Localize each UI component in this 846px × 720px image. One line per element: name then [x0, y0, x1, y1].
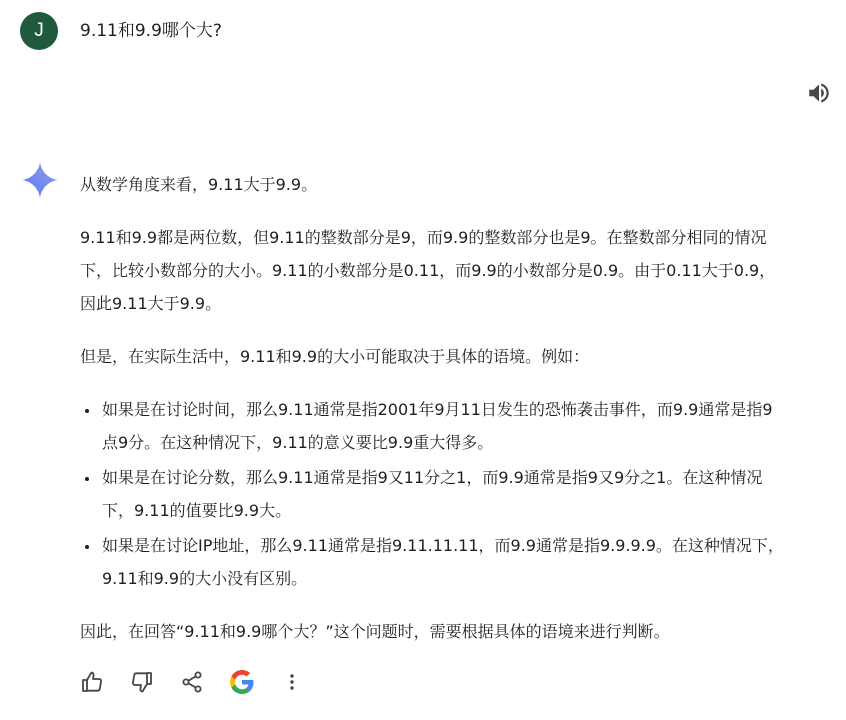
- more-vert-icon[interactable]: [278, 668, 306, 696]
- response-action-bar: [78, 666, 328, 698]
- response-conclusion: 因此，在回答“9.11和9.9哪个大？”这个问题时，需要根据具体的语境来进行判断。: [80, 622, 670, 641]
- assistant-response: [80, 168, 786, 668]
- share-icon[interactable]: [178, 668, 206, 696]
- response-paragraph: 9.11和9.9都是两位数，但9.11的整数部分是9，而9.9的整数部分也是9。在整数部分相同的情况下，比较小数部分的大小。9.11的小数部分是0.11，而9.9的小数部分是0.9。由于0.11大于0.9，因此9.11大于9.9。: [80, 228, 776, 313]
- response-bullet-list: [80, 393, 786, 595]
- response-paragraph: 但是，在实际生活中，9.11和9.9的大小可能取决于具体的语境。例如：: [80, 347, 590, 366]
- thumbs-up-icon[interactable]: [78, 668, 106, 696]
- list-item: • 如果是在讨论分数，那么9.11通常是指9又11分之1，而9.9通常是指9又9分之1。在这种情况下，9.11的值要比9.9大。: [100, 461, 786, 527]
- volume-up-icon[interactable]: [806, 80, 832, 106]
- gemini-sparkle-icon: [20, 160, 60, 200]
- user-avatar[interactable]: J: [20, 12, 58, 50]
- response-paragraph: 从数学角度来看，9.11大于9.9。: [80, 175, 318, 194]
- google-icon[interactable]: [228, 668, 256, 696]
- thumbs-down-icon[interactable]: [128, 668, 156, 696]
- list-item: • 如果是在讨论IP地址，那么9.11通常是指9.11.11.11，而9.9通常是指9.9.9.9。在这种情况下，9.11和9.9的大小没有区别。: [100, 529, 786, 595]
- user-prompt: 9.11和9.9哪个大?: [80, 21, 222, 41]
- list-item: • 如果是在讨论时间，那么9.11通常是指2001年9月11日发生的恐怖袭击事件，而9.9通常是指9点9分。在这种情况下，9.11的意义要比9.9重大得多。: [100, 393, 786, 459]
